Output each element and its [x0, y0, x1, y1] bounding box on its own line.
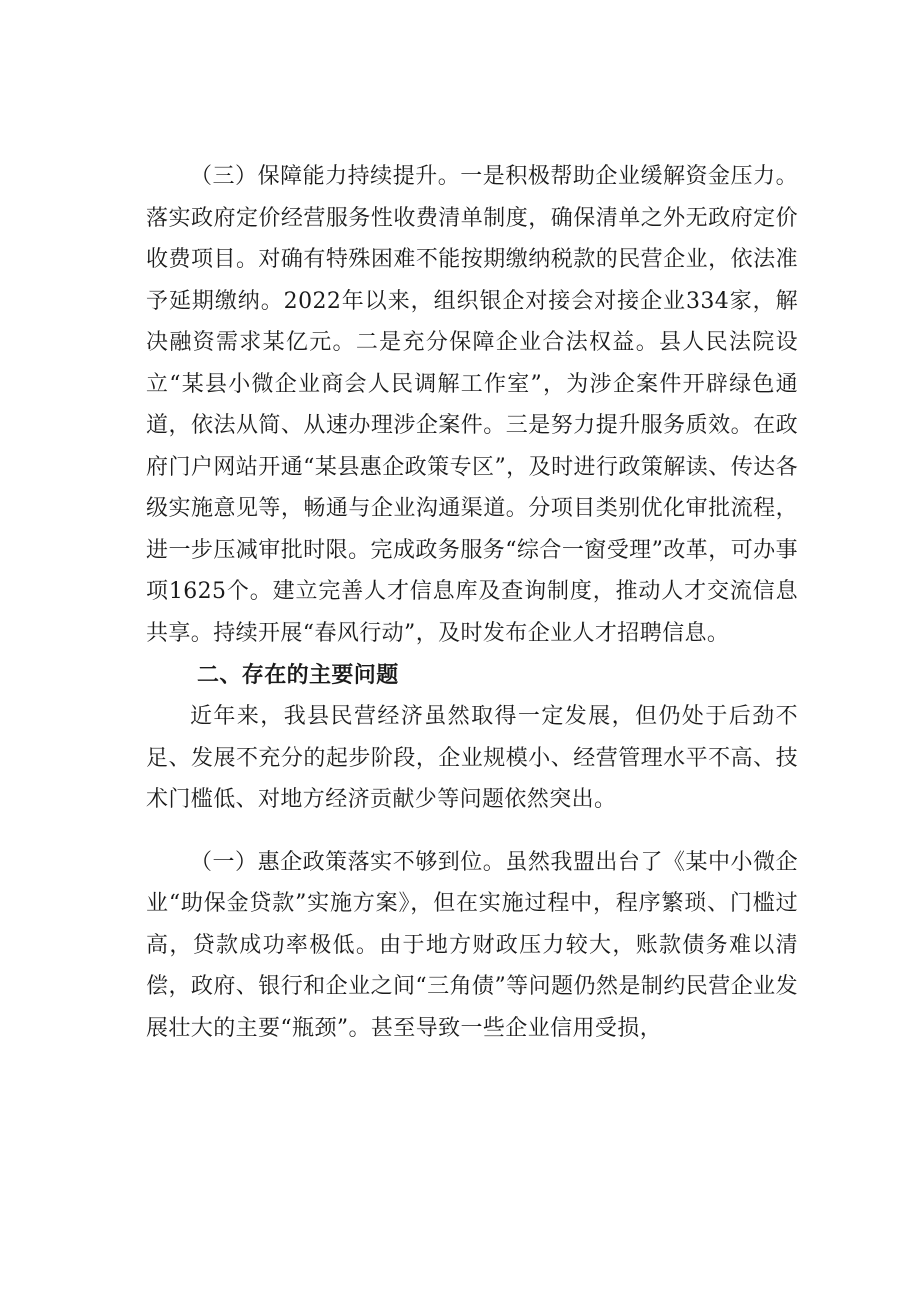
- paragraph-problems-intro: 近年来，我县民营经济虽然取得一定发展，但仍处于后劲不足、发展不充分的起步阶段，企业规模小、经营管理水平不高、技术门槛低、对地方经济贡献少等问题依然突出。: [146, 704, 798, 812]
- paragraph-gap: [146, 821, 798, 842]
- paragraph-policy-implementation: （一）惠企政策落实不够到位。虽然我盟出台了《某中小微企业“助保金贷款”实施方案》，但在实施过程中，程序繁琐、门槛过高，贷款成功率极低。由于地方财政压力较大，账款债务难以清偿，政府、银行和企业之间“三角债”等问题仍然是制约民营企业发展壮大的主要“瓶颈”。甚至导致一些企业信用受损，: [146, 849, 798, 1041]
- section-heading-main-problems: 二、存在的主要问题: [197, 663, 399, 688]
- document-page: [146, 156, 798, 1049]
- paragraph-guarantee-capability: （三）保障能力持续提升。一是积极帮助企业缓解资金压力。落实政府定价经营服务性收费清单制度，确保清单之外无政府定价收费项目。对确有特殊困难不能按期缴纳税款的民营企业，依法准予延期缴纳。2022年以来，组织银企对接会对接企业334家，解决融资需求某亿元。二是充分保障企业合法权益。县人民法院设立“某县小微企业商会人民调解工作室”，为涉企案件开辟绿色通道，依法从简、从速办理涉企案件。三是努力提升服务质效。在政府门户网站开通“某县惠企政策专区”，及时进行政策解读、传达各级实施意见等，畅通与企业沟通渠道。分项目类别优化审批流程，进一步压减审批时限。完成政务服务“综合一窗受理”改革，可办事项1625个。建立完善人才信息库及查询制度，推动人才交流信息共享。持续开展“春风行动”，及时发布企业人才招聘信息。: [146, 164, 798, 646]
